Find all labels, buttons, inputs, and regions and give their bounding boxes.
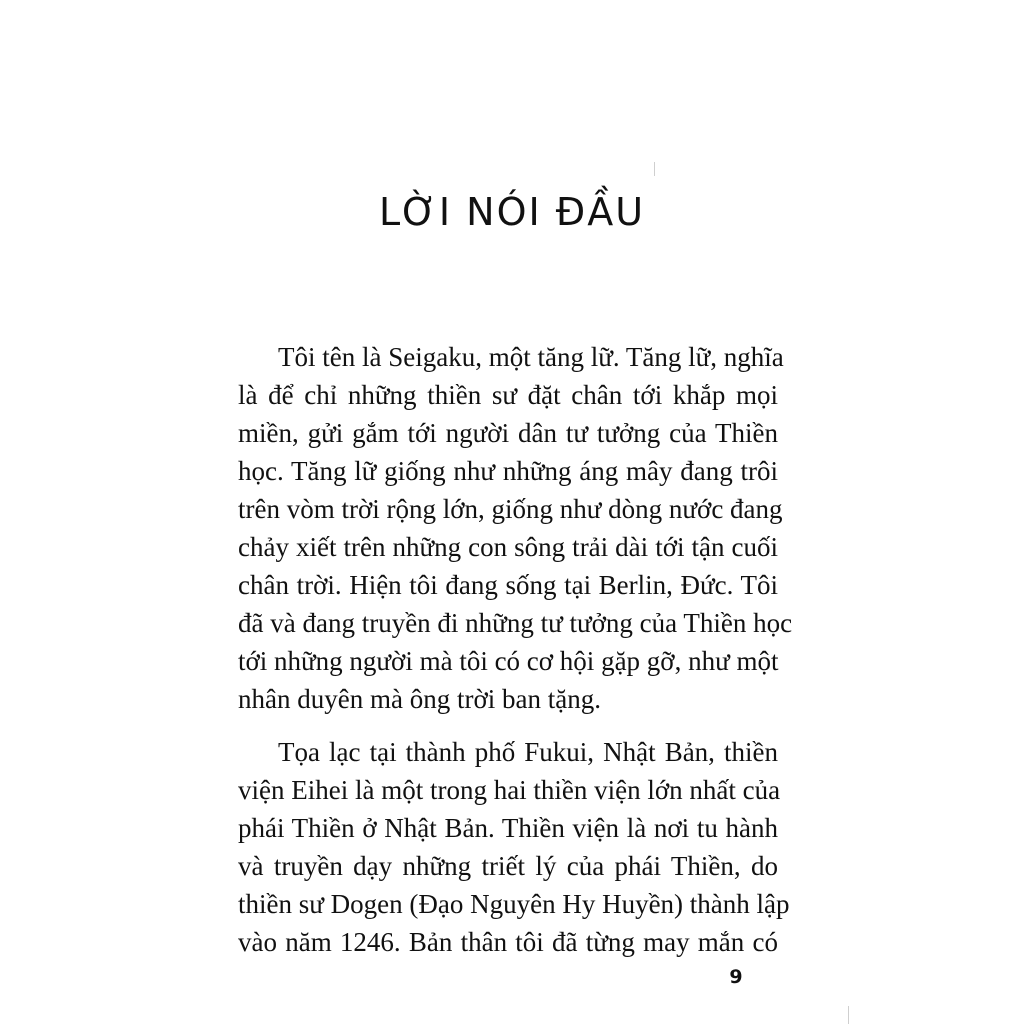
- text-line: viện Eihei là một trong hai thiền viện lớn nhất của: [238, 775, 781, 805]
- text-line: Tọa lạc tại thành phố Fukui, Nhật Bản, thiền: [278, 737, 778, 767]
- text-line: và truyền dạy những triết lý của phái Thiền, do: [238, 851, 778, 881]
- text-line: Tôi tên là Seigaku, một tăng lữ. Tăng lữ, nghĩa: [278, 342, 784, 372]
- text-line: tới những người mà tôi có cơ hội gặp gỡ, như một: [238, 646, 779, 676]
- text-line: chảy xiết trên những con sông trải dài tới tận cuối: [238, 532, 778, 562]
- text-line: vào năm 1246. Bản thân tôi đã từng may mắn có: [238, 927, 778, 957]
- text-line: chân trời. Hiện tôi đang sống tại Berlin, Đức. Tôi: [238, 570, 778, 600]
- paragraph-1: [238, 338, 793, 718]
- text-line: phái Thiền ở Nhật Bản. Thiền viện là nơi tu hành: [238, 813, 778, 843]
- chapter-heading: LỜI NÓI ĐẦU: [378, 190, 646, 234]
- page-number: 9: [729, 966, 743, 988]
- scan-speck: [848, 1006, 849, 1024]
- text-line: miền, gửi gắm tới người dân tư tưởng của Thiền: [238, 418, 778, 448]
- scan-speck: [654, 162, 655, 176]
- body-text: [238, 338, 793, 961]
- paragraph-2: [238, 733, 790, 961]
- text-line: là để chỉ những thiền sư đặt chân tới khắp mọi: [238, 380, 778, 410]
- text-line: thiền sư Dogen (Đạo Nguyên Hy Huyền) thành lập: [238, 889, 790, 919]
- text-line: đã và đang truyền đi những tư tưởng của Thiền học: [238, 608, 793, 638]
- text-line: học. Tăng lữ giống như những áng mây đang trôi: [238, 456, 778, 486]
- paragraph-gap: [238, 718, 778, 733]
- text-line: trên vòm trời rộng lớn, giống như dòng nước đang: [238, 494, 783, 524]
- text-line: nhân duyên mà ông trời ban tặng.: [238, 684, 601, 714]
